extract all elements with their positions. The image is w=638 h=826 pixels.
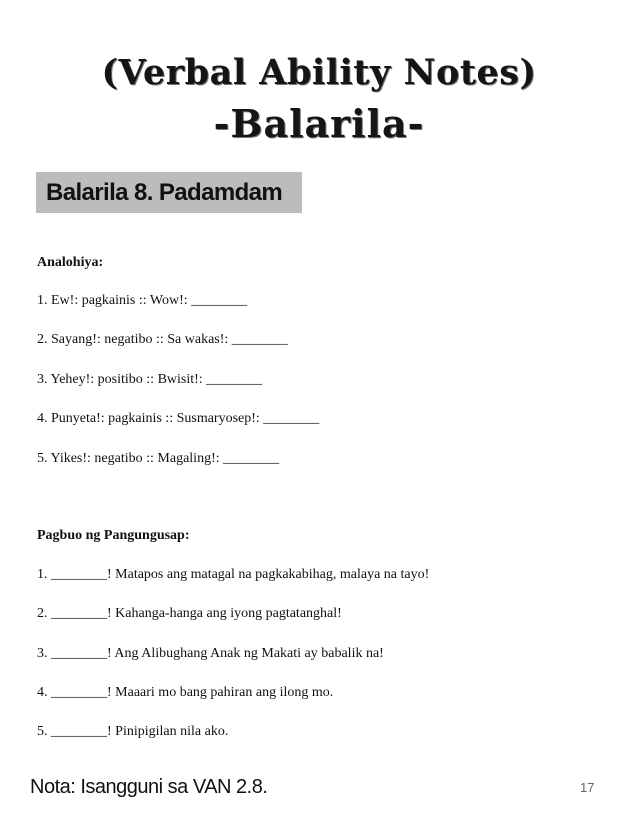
page-subtitle: -Balarila- (213, 101, 425, 146)
sentence-heading: Pagbuo ng Pangungusap: (37, 528, 190, 543)
analogy-item: 4. Punyeta!: pagkainis :: Susmaryosep!: ________ (37, 411, 320, 426)
analogy-heading: Analohiya: (37, 255, 104, 270)
analogy-item: 5. Yikes!: negatibo :: Magaling!: ________ (37, 451, 280, 466)
analogy-item: 3. Yehey!: positibo :: Bwisit!: ________ (37, 372, 263, 387)
sentence-item: 5. ________! Pinipigilan nila ako. (37, 724, 229, 739)
page-number: 17 (580, 780, 595, 795)
sentence-item: 1. ________! Matapos ang matagal na pagkakabihag, malaya na tayo! (37, 567, 430, 582)
sentence-item: 4. ________! Maaari mo bang pahiran ang ilong mo. (37, 685, 334, 700)
page-title: (Verbal Ability Notes) (101, 52, 537, 93)
footer-note: Nota: Isangguni sa VAN 2.8. (30, 776, 268, 798)
section-banner: Balarila 8. Padamdam (36, 172, 302, 213)
sentence-item: 3. ________! Ang Alibughang Anak ng Makati ay babalik na! (37, 646, 384, 661)
sentence-item: 2. ________! Kahanga-hanga ang iyong pagtatanghal! (37, 606, 342, 621)
analogy-item: 2. Sayang!: negatibo :: Sa wakas!: ________ (37, 332, 288, 347)
analogy-item: 1. Ew!: pagkainis :: Wow!: ________ (37, 293, 248, 308)
